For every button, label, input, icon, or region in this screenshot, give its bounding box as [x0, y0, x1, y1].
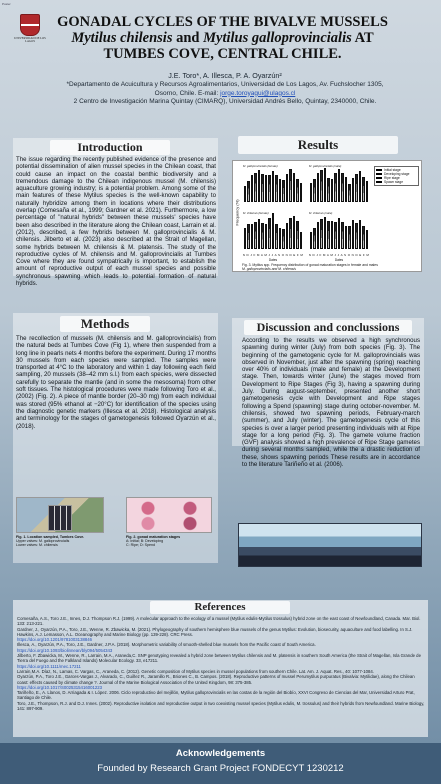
x-axis-title-left: Dates — [268, 258, 278, 262]
stacked-bar — [338, 218, 340, 249]
x-axis-title-right: Dates — [334, 258, 344, 262]
panel-label: M. galloprovincialis (male) — [309, 164, 342, 168]
fig2-sub2: C: Ripe; D: Spend — [126, 543, 155, 548]
chart-panel-gallo-female — [242, 164, 304, 204]
legend-spawn — [376, 180, 417, 184]
stacked-bar — [327, 178, 329, 202]
stacked-bar — [324, 217, 326, 249]
panel-bars — [244, 169, 302, 202]
methods-text: The recollection of mussels (M. chilensis and M. galloprovincialis) from the natural beds at Tumbes Cove (Fig 1), where then suspended from a long line in pearls nets 4 months before the experiment. During 17 months 30 mussels from each species were sampled. The samples were transported at 4°C to the laboratory and within 1 day following each field sampling, 20 mussels (38–42 mm s.l.) from each species, were dissected carefully to separate the mantle (and in some the mesosoma) from other soft tissues. The histological procedures were made following Toro et al., (2002) (Fig. 2). A piece of mantle border (20–30 mg) from each individual was stored (95% ethanol at −20°C) for identification of the species using the diagnostic genetic markers (Illesca et al. 2018). Histological analysis and terminology for the stages of gametogenesis followed Oyarzún et al., (2018). — [16, 335, 216, 430]
author-block — [60, 72, 390, 106]
stacked-bar — [345, 226, 347, 249]
stacked-bar — [286, 223, 288, 249]
corner-tag: Poster — [2, 2, 11, 6]
stacked-bar — [289, 169, 291, 202]
stacked-bar — [345, 177, 347, 202]
stacked-bar — [310, 232, 312, 249]
title-line-3: TUMBES COVE, CENTRAL CHILE. — [103, 46, 342, 62]
methods-heading: Methods — [60, 316, 150, 332]
stacked-bar — [317, 222, 319, 249]
stacked-bar — [359, 171, 361, 202]
stacked-bar — [366, 181, 368, 202]
legend-swatch — [376, 173, 382, 176]
stacked-bar — [247, 181, 249, 202]
stacked-bar — [331, 221, 333, 249]
stacked-bar — [348, 184, 350, 202]
panel-bars — [310, 169, 368, 202]
legend-swatch — [376, 169, 382, 172]
stacked-bar — [244, 186, 246, 203]
stacked-bar — [300, 183, 302, 202]
fig1-sub1: Upper valves: M. galloprovincialis — [16, 539, 70, 544]
affiliation-1b — [60, 90, 390, 98]
references-heading: References — [150, 601, 290, 614]
stacked-bar — [320, 170, 322, 202]
stacked-bar — [282, 229, 284, 249]
affiliation-2: 2 Centro de Investigación Marina Quintay (CIMARQ), Universidad Andrés Bello, Quintay, 2340000, Chile. — [73, 97, 377, 105]
email-prefix: Osorno, Chile. E-mail: — [154, 89, 221, 97]
stacked-bar — [272, 171, 274, 202]
acknowledgements-text: Founded by Research Grant Project FONDECYT 1230212 — [97, 763, 344, 774]
stacked-bar — [355, 223, 357, 249]
stacked-bar — [265, 175, 267, 202]
stacked-bar — [293, 173, 295, 202]
stacked-bar — [272, 213, 274, 249]
y-axis-title: Frequency (%) — [234, 199, 240, 226]
results-legend — [374, 166, 419, 186]
reference-doi-link[interactable]: https://doi.org/10.1111/mec.17211 — [17, 663, 81, 669]
stacked-bar — [251, 175, 253, 202]
stacked-bar — [279, 179, 281, 202]
species-2: Mytilus galloprovincialis — [203, 30, 352, 46]
stacked-bar — [268, 175, 270, 202]
discussion-heading: Discussion and conclussions — [244, 320, 412, 335]
introduction-heading: Introduction — [50, 140, 170, 155]
stacked-bar — [348, 226, 350, 249]
stacked-bar — [286, 174, 288, 202]
panel-label: M. chilensis (female) — [243, 211, 269, 215]
university-logo — [14, 14, 46, 50]
legend-label: Initial stage — [384, 168, 401, 172]
chart-panel-gallo-male — [308, 164, 370, 204]
fig3-caption-text-2: M. galloprovincialis and M. chilensis — [242, 267, 296, 271]
stacked-bar — [334, 173, 336, 202]
title-at: AT — [351, 30, 374, 46]
stacked-bar — [265, 224, 267, 249]
legend-label: Developing stage — [384, 172, 410, 176]
legend-label: Spawn stage — [384, 180, 404, 184]
stacked-bar — [355, 174, 357, 202]
stacked-bar — [254, 173, 256, 202]
mussel-photo — [238, 523, 422, 567]
panel-label: M. galloprovincialis (female) — [243, 164, 278, 168]
fig2-histology — [126, 497, 212, 533]
stacked-bar — [275, 175, 277, 202]
stacked-bar — [317, 173, 319, 202]
stacked-bar — [359, 220, 361, 249]
fig3-caption-text: Fig. 3. Mytilus spp. Frequency distribution of gonad maturation stages in female and males — [242, 263, 378, 267]
acknowledgements-heading: Acknowledgements — [175, 748, 266, 759]
stacked-bar — [247, 224, 249, 249]
stacked-bar — [362, 177, 364, 202]
reference-item: Oyarzún, P.A., Toro J.E., Garces-Vargas J., Alvarado, C., Guiñez R., Jaramillo R., Briones C., B. Campos. (2018). Reproductive patterns of mussel Perumytilus purpuratus (Bivalvia: Mytilidae), along the Chilean coast: effects caused by climate change ?. Journal of the Marine Biological Association of the United Kingdom, 98: 375-385. — [17, 674, 415, 685]
stacked-bar — [313, 228, 315, 249]
fig2-sub1: A: Initial; B: Developing — [126, 539, 164, 544]
fig2-caption-text: Fig. 2. gonad maturation stages — [126, 535, 181, 539]
stacked-bar — [352, 178, 354, 202]
x-axis-months-left: N D J F M A M J J A S O N D E F M — [242, 253, 304, 257]
stacked-bar — [352, 220, 354, 249]
stacked-bar — [327, 221, 329, 249]
fig1-shells — [48, 505, 72, 531]
stacked-bar — [334, 222, 336, 249]
introduction-text: The issue regarding the recently published evidence of the presence and potential dissemination of alien mussel species in the Chilean coast, that could cause an impact on the coastal benthic biodiversity and a tremendous damage to the Chilean indigenous mussel (M. chilensis) aquaculture growing industry; is a potential problem. Among some of the main features of these Mytilus species is the well-known capability to naturally hybridize among them in locations where their distributions overlap (Comesaña et al., 1999; Gardner et al. 2021). Furthermore, a low percentage of "natural hybrids" between these mussels' species have been also described in the literature along the Chilean coast, Larrain et al. (2012), described, a few hybrids between M. galloprovincialis & M. chilensis. Jilberto et al. (2023) also described at the Strait of Magellan, some hybrids between M. chilensis & M. platensis. The study of the reproductive cycles of M. chilensis and M. galloprovincialis at Tumbes Cove where they are found sympatrically is important, to establish the amount of reproductive output of each mussel species and possible synchronous spawning which leads to potential formation of natural hybrids. — [16, 156, 216, 288]
reference-item: Gardner, J., Oyarzún, P.A., Toro, J.E., Wenne, R. Zbawicka, M. (2021). Phylogeography of southern hemisphere blue mussels of the genus Mytilus: Evolution, biosecurity, aquaculture and food labelling. In S.J. Hawkins, A.J. Lemasson, A.L. Oceanography and Marine Biology (pp. 139-228). CRC Press. — [17, 626, 413, 637]
reference-item: Tariñeño, E., A. Llanos, D. Arriagada & I. López. 2006. Ciclo reproductivo del mejillón, Mytilus galloprovincialis en las costas de la región del Biobío, XXVI Congreso de Ciencias del Mar, Universidad Arturo Prat, Santiago de Chile. — [17, 690, 415, 701]
stacked-bar — [324, 168, 326, 202]
stacked-bar — [244, 228, 246, 249]
stacked-bar — [338, 169, 340, 202]
discussion-text: According to the results we observed a high synchronous spawning during winter (July) from both species (Fig. 3). The beginning of the gametogenic cycle for M. galloprovincialis was observed in November, just after the spawning (spring) reaching over 40% of individuals (male and female) at the Development stage. Then, towards winter (June) the stages moved from Development to Ripe Stages (Fig 3), having a spawning during July. During august-september, presented another short gametogenesis cycle with Development and Ripe stages following a Spend (spawning) stage during october-november. M. chilensis, showed two spawning periods, February-march (summer), and July (winter). The gametogenesis cycle of this species is over a larger period presenting individuals with at Ripe stage for a long period (Fig. 3). The gamete volume fraction (GVF) analysis showed a high prevalence of Ripe Stage gametes during several months sampled, while the a drastic reduction of these, shows spawning periods These results are in accordance to the literature Tariñeño et al. (2006). — [242, 337, 420, 469]
stacked-bar — [341, 222, 343, 249]
stacked-bar — [293, 216, 295, 249]
title-and: and — [172, 30, 204, 46]
chart-panel-chil-male — [308, 211, 370, 251]
stacked-bar — [261, 174, 263, 202]
fig1-sub2: Lower valves: M. chilensis — [16, 543, 58, 548]
stacked-bar — [362, 226, 364, 249]
stacked-bar — [320, 219, 322, 249]
title-line-1: GONADAL CYCLES OF THE BIVALVE MUSSELS — [57, 14, 388, 30]
fig1-caption — [16, 535, 108, 548]
crest-icon — [20, 14, 40, 36]
reference-item: Larrain,M.A. Díaz, N., Lamas, C. Vargas, C., Araneda, C. (2012). Genetic composition of Mytilus species in mussel populations from southern Chile. Lat. Am. J. Aquat. Res., 40: 1077-1084. — [17, 668, 374, 674]
fig2-caption — [126, 535, 216, 548]
stacked-bar — [258, 219, 260, 249]
stacked-bar — [313, 179, 315, 202]
panel-bars — [244, 216, 302, 249]
acknowledgements-bar — [0, 743, 441, 784]
references-list — [17, 616, 425, 711]
reference-doi-link[interactable]: https://doi.org/10.1017/S0025315416001223 — [17, 684, 103, 690]
logo-text: UNIVERSIDAD DE LOS LAGOS — [14, 36, 46, 44]
stacked-bar — [254, 222, 256, 249]
title-line-2 — [50, 30, 395, 46]
reference-doi-link[interactable]: https://doi.org/10.1093/biolinnean/bly094/5054343 — [17, 647, 113, 653]
stacked-bar — [275, 224, 277, 249]
stacked-bar — [279, 228, 281, 249]
panel-label: M. chilensis (male) — [309, 211, 333, 215]
stacked-bar — [310, 183, 312, 202]
reference-item: Jilberto, F. Zbawicka, M., Wenne, R., Larrain, M.A., Araneda,C. SNP genotyping revealed a hybrid zone between Mytilus chilensis and M. platensis in southern South America (the Strait of Magellan, Isla Grande de Tierra del Fuego and the Falkland Islands) Molecular Ecology. 33, e17211. — [17, 653, 421, 664]
legend-label: Ripe stage — [384, 176, 400, 180]
results-heading: Results — [238, 136, 398, 154]
legend-swatch — [376, 181, 382, 184]
fig3-caption — [242, 263, 420, 271]
stacked-bar — [331, 179, 333, 202]
panel-bars — [310, 216, 368, 249]
stacked-bar — [251, 224, 253, 249]
stacked-bar — [296, 221, 298, 249]
species-1: Mytilus chilensis — [71, 30, 173, 46]
stacked-bar — [258, 170, 260, 202]
author-email-link[interactable]: jorge.toroyagui@ulagos.cl — [220, 89, 296, 97]
stacked-bar — [300, 232, 302, 249]
x-axis-months-right: N D J F M A M J J A S O N D E F M — [308, 253, 370, 257]
stacked-bar — [282, 180, 284, 202]
affiliation-1: *Departamento de Acuicultura y Recursos Agroalimentarios, Universidad de Los Lagos, Av. Fuchslocher 1305, — [66, 81, 384, 89]
stacked-bar — [261, 223, 263, 249]
legend-swatch — [376, 177, 382, 180]
reference-item: Illesca, A., Oyarzún, P.A., Toro, J.E., Gardner, J.P.A. (2018). Morphometric variability of smooth-shelled blue mussels from the Pacific coast of South America. — [17, 642, 316, 648]
reference-doi-link[interactable]: https://doi.org/10.1201/9781003138846 — [17, 637, 93, 643]
stacked-bar — [341, 173, 343, 202]
reference-item: Toro, J.E., Thompson, R.J. and D.J. Innes. (2002). Reproductive isolation and reproductive output in two coexisting mussel species (Mytilus edulis, M. trossulus) and their hybrids from Newfoundland. Marine Biology, 141: 897-909. — [17, 700, 425, 712]
reference-item: Comesaña, A.S., Toro J.E., Innes, D.J. Thompson R.J. (1999). A molecular approach to the ecology of a mussel (Mytilus edulis-Mytilus trossulus) hybrid zone on the east coast of Newfoundland, Canada. Mar. Biol. 133: 213-221. — [17, 616, 421, 627]
fig1-caption-text: Fig. 1. Location sampled, Tumbes Cove. — [16, 535, 85, 539]
chart-panel-chil-female — [242, 211, 304, 251]
poster-title — [50, 14, 395, 62]
stacked-bar — [268, 218, 270, 249]
author-names: J.E. Toro*, A. Illesca, P. A. Oyarzún² — [168, 71, 282, 80]
stacked-bar — [366, 230, 368, 249]
stacked-bar — [289, 218, 291, 249]
stacked-bar — [296, 179, 298, 202]
